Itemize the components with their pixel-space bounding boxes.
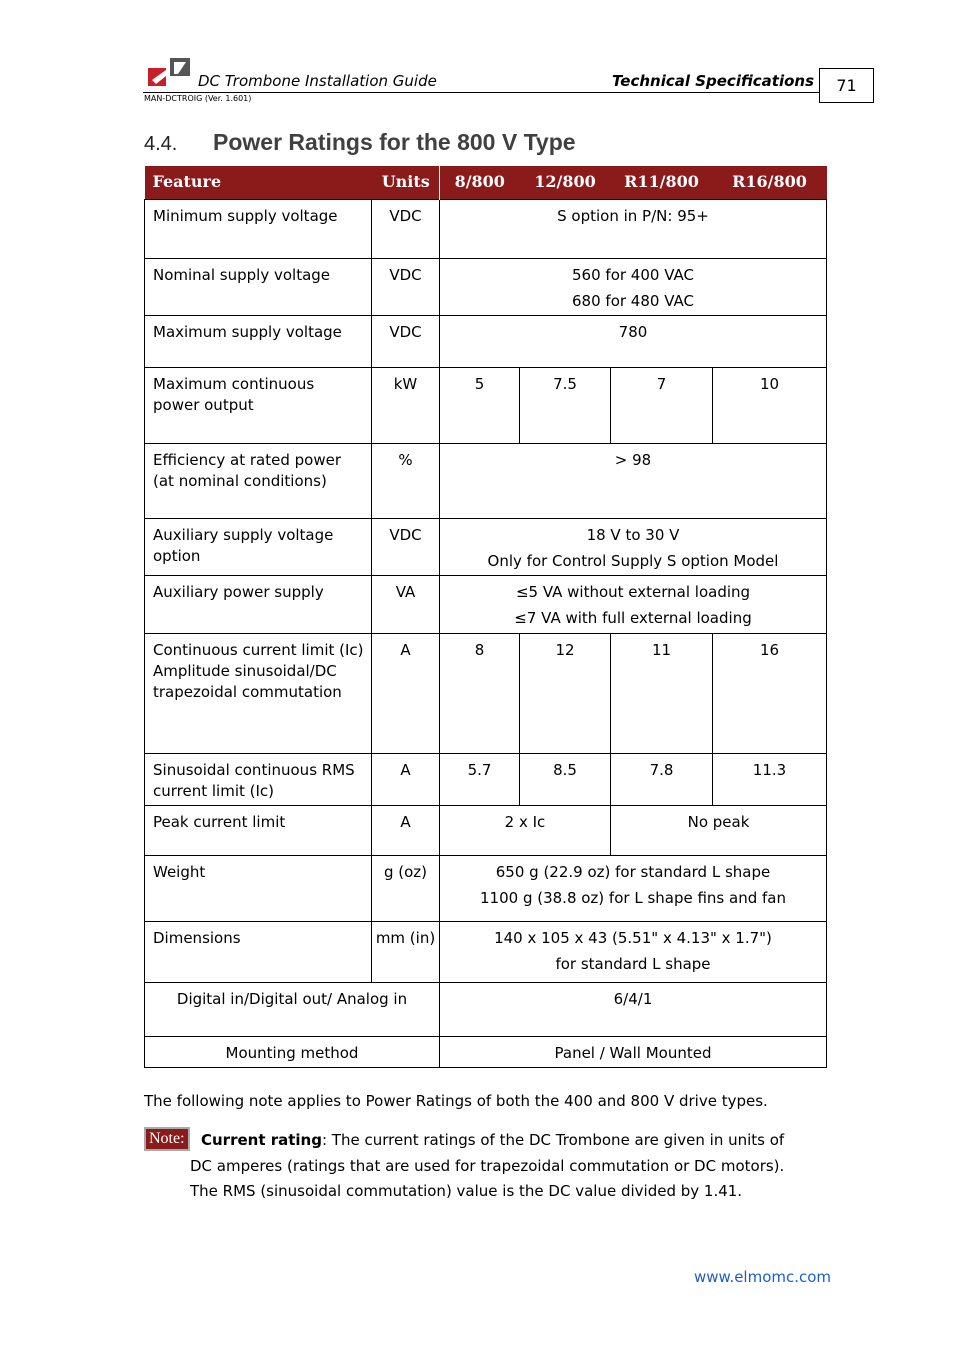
value-line: 140 x 105 x 43 (5.51" x 4.13" x 1.7") [494, 929, 772, 947]
intro-text: The following note applies to Power Ratings of both the 400 and 800 V drive types. [144, 1092, 768, 1110]
website-link[interactable]: www.elmomc.com [694, 1268, 832, 1286]
table-row [145, 519, 827, 576]
table-row [145, 983, 827, 1037]
header-divider [143, 92, 819, 93]
col-header-8-800: 8/800 [440, 166, 520, 200]
value-cell: 11 [611, 634, 713, 754]
value-cell: 11.3 [713, 754, 827, 806]
document-id: MAN-DCTROIG (Ver. 1.601) [144, 94, 252, 103]
value-line: Panel / Wall Mounted [554, 1044, 712, 1062]
units-cell: VA [372, 576, 440, 634]
table-header-row [145, 166, 827, 200]
feature-cell: Auxiliary supply voltage option [145, 519, 372, 576]
feature-cell: Auxiliary power supply [145, 576, 372, 634]
value-cell: 5.7 [440, 754, 520, 806]
value-cell [440, 444, 827, 519]
value-cell [440, 1037, 827, 1068]
units-cell: A [372, 806, 440, 856]
value-cell: 12 [520, 634, 611, 754]
table-row [145, 806, 827, 856]
feature-cell: Sinusoidal continuous RMS current limit (Ic) [145, 754, 372, 806]
value-line: ≤5 VA without external loading [515, 583, 751, 601]
table-row [145, 634, 827, 754]
col-header-r16-800: R16/800 [713, 166, 827, 200]
note-bold: Current rating [201, 1131, 322, 1149]
units-cell: VDC [372, 200, 440, 259]
col-header-r11-800: R11/800 [611, 166, 713, 200]
feature-cell: Dimensions [145, 922, 372, 983]
table-row [145, 576, 827, 634]
company-logo-icon [148, 58, 190, 86]
section-title: Power Ratings for the 800 V Type [213, 129, 576, 155]
note-badge: Note: [144, 1127, 190, 1151]
value-line: Only for Control Supply S option Model [487, 552, 779, 570]
feature-cell: Efficiency at rated power (at nominal conditions) [145, 444, 372, 519]
note-body: : The current ratings of the DC Trombone are given in units of DC amperes (ratings that are used for trapezoidal commutation or DC motors). The RMS (sinusoidal commutation) value is the DC value divided by 1.41. [190, 1131, 785, 1200]
value-cell: 10 [713, 368, 827, 444]
value-cell: 2 x Ic [440, 806, 611, 856]
units-cell: VDC [372, 519, 440, 576]
value-line: ≤7 VA with full external loading [514, 609, 752, 627]
feature-cell: Maximum supply voltage [145, 316, 372, 368]
value-cell [440, 922, 827, 983]
section-header: Technical Specifications [611, 72, 814, 90]
feature-cell: Maximum continuous power output [145, 368, 372, 444]
value-line: 680 for 480 VAC [572, 292, 694, 310]
value-cell [440, 259, 827, 316]
table-row [145, 200, 827, 259]
value-cell: 7.5 [520, 368, 611, 444]
value-cell [440, 856, 827, 922]
document-title: DC Trombone Installation Guide [198, 72, 437, 90]
table-row [145, 1037, 827, 1068]
value-line: 780 [618, 323, 648, 341]
value-cell: 8.5 [520, 754, 611, 806]
feature-cell: Minimum supply voltage [145, 200, 372, 259]
value-line: 6/4/1 [613, 990, 653, 1008]
value-cell: No peak [611, 806, 827, 856]
units-cell: VDC [372, 259, 440, 316]
value-cell [440, 316, 827, 368]
units-cell: mm (in) [372, 922, 440, 983]
feature-cell: Continuous current limit (Ic) Amplitude sinusoidal/DC trapezoidal commutation [145, 634, 372, 754]
value-line: S option in P/N: 95+ [557, 207, 709, 225]
value-cell: 5 [440, 368, 520, 444]
units-cell: A [372, 634, 440, 754]
value-line: for standard L shape [555, 955, 711, 973]
value-line: > 98 [614, 451, 652, 469]
table-row [145, 754, 827, 806]
value-line: 18 V to 30 V [586, 526, 680, 544]
page-number: 71 [819, 68, 874, 103]
units-cell: A [372, 754, 440, 806]
value-cell: 7.8 [611, 754, 713, 806]
table-row [145, 856, 827, 922]
col-header-12-800: 12/800 [520, 166, 611, 200]
value-line: 1100 g (38.8 oz) for L shape fins and fan [480, 889, 786, 907]
feature-cell: Peak current limit [145, 806, 372, 856]
value-cell [440, 576, 827, 634]
value-cell [440, 519, 827, 576]
table-row [145, 368, 827, 444]
feature-cell: Nominal supply voltage [145, 259, 372, 316]
value-cell [440, 200, 827, 259]
table-row [145, 444, 827, 519]
value-line: 560 for 400 VAC [572, 266, 694, 284]
note-text [190, 1128, 810, 1205]
table-row [145, 922, 827, 983]
table-row [145, 259, 827, 316]
units-cell: VDC [372, 316, 440, 368]
units-cell: % [372, 444, 440, 519]
feature-cell: Digital in/Digital out/ Analog in [145, 983, 440, 1037]
table-row [145, 316, 827, 368]
units-cell: g (oz) [372, 856, 440, 922]
feature-cell: Mounting method [145, 1037, 440, 1068]
value-cell: 8 [440, 634, 520, 754]
power-ratings-table [144, 166, 827, 1068]
section-number: 4.4. [144, 133, 178, 155]
col-header-units: Units [372, 166, 440, 200]
col-header-feature: Feature [145, 166, 372, 200]
value-cell: 16 [713, 634, 827, 754]
value-line: 650 g (22.9 oz) for standard L shape [495, 863, 771, 881]
value-cell: 7 [611, 368, 713, 444]
value-cell [440, 983, 827, 1037]
feature-cell: Weight [145, 856, 372, 922]
units-cell: kW [372, 368, 440, 444]
